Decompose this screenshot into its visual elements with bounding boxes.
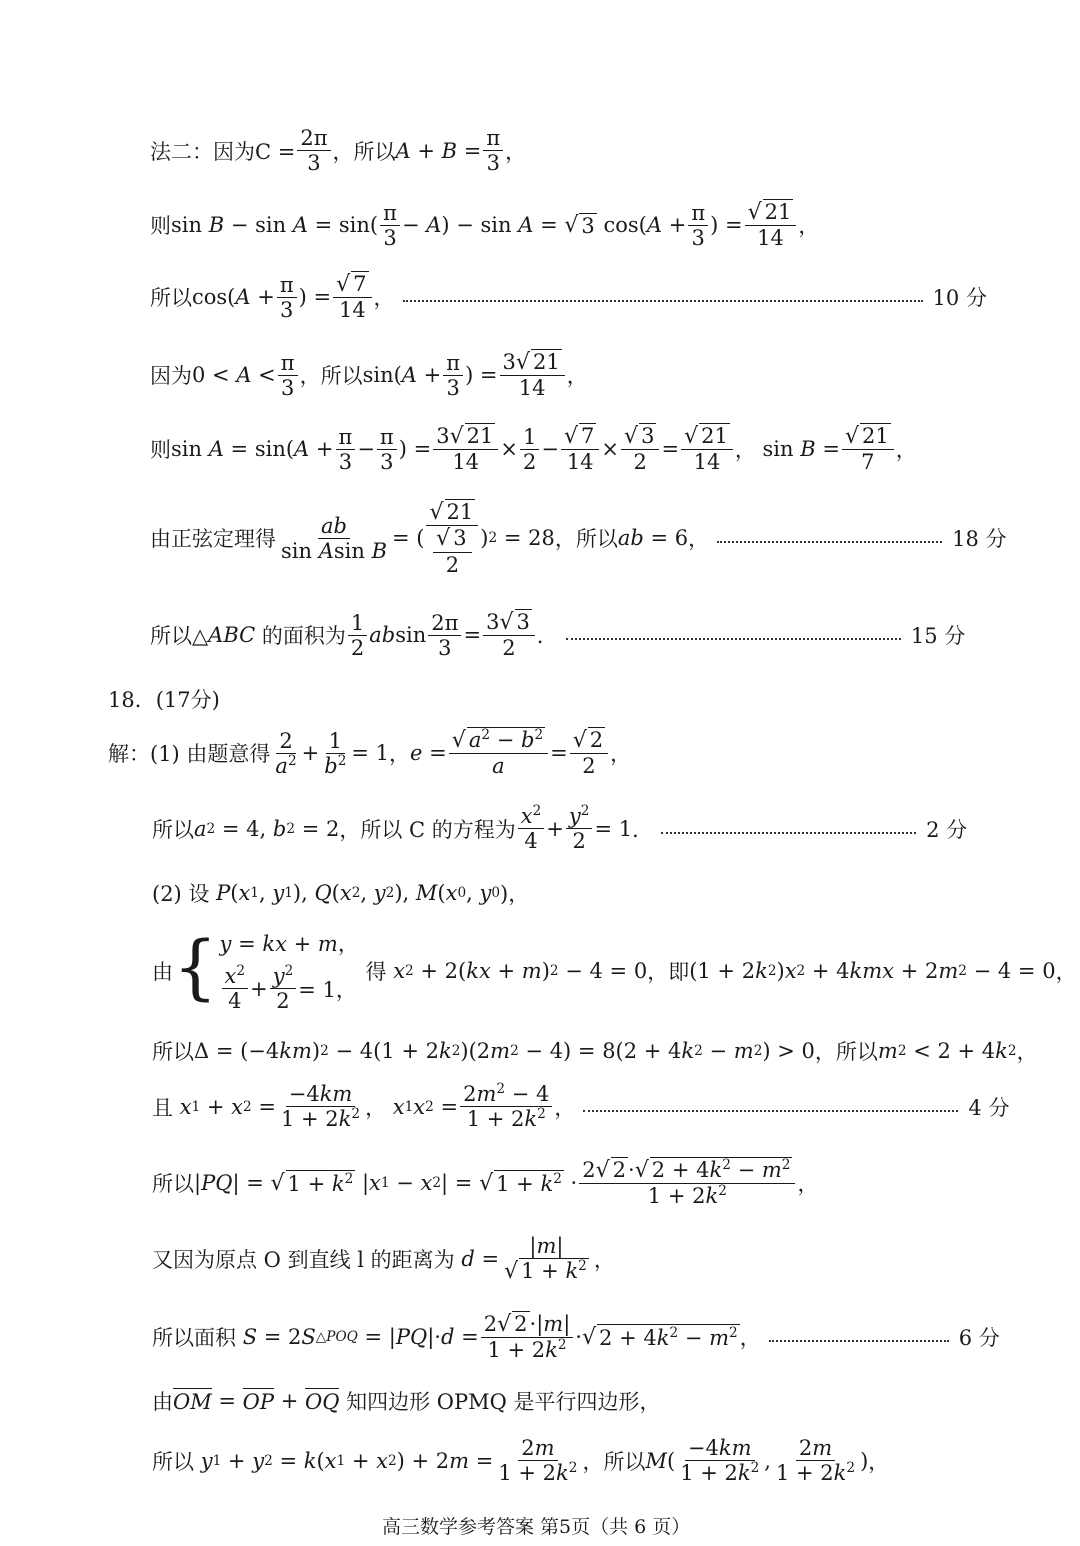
text: ， [688,527,710,552]
text: ， [373,286,395,311]
text: 且 [152,1095,173,1120]
solution-line-5: 则 sin A = sin( A + $\frac{\pi}{3}$ − $\frac{\pi}{3}$ ) = $\frac{3√ 21}{14}$ × $\frac{1}{2}$ − $\frac{√ 7}{14}$ × $\frac{√ 3}{2}$ = $\frac{√ 21}{14}$ ， sin B = $\frac{√ 21}{7}$ ， [150,424,917,475]
solution-line-15: 又因为原点 O 到直线 l 的距离为 d = $\frac{|m|}{√ 1 + k^2}$ ， [152,1234,615,1285]
solution-line-17: 由 OM = OP + OQ 知四边形 OPMQ 是平行四边形， [152,1386,661,1416]
text: ，所以 [582,1449,646,1474]
solution-line-3: 所以 cos( A + $\frac{\pi}{3}$ ) = $\frac{√ 7}{14}$ ， 10 分 [150,272,987,323]
dot-leader [403,300,923,302]
solution-line-9: 所以 a 2 = 4, b 2 = 2 ，所以 C 的方程为 $\frac{x^2}{4}$ + $\frac{y^2}{2}$ = 1 ． 2 分 [152,803,968,854]
text: 所以 [152,817,194,842]
solution-line-16: 所以面积 S = 2 S △POQ = | PQ |· d = $\frac{2√ 2\cdot|m|}{1 + 2k^2}$ · √ $2 + 4k^2 - m^2$ ， 6 分 [152,1312,1000,1363]
text: 又因为原点 O 到直线 l 的距离为 [152,1248,455,1273]
text: 则 [150,214,171,239]
text: ，即 [647,959,690,984]
text: ， [797,1172,819,1197]
text: 法二：因为C = [150,139,296,164]
solution-line-18: 所以 y 1 + y 2 = k ( x 1 + x 2 ) + 2 m = $\frac{2m}{1 + 2k^2}$ ，所以 M ( $\frac{-4km}{1 + 2k^2}$ , $\frac{2m}{1 + 2k^2}$ ) ， [152,1436,890,1486]
solution-line-11: 由 { y = kx + m， $\frac{x^2}{4}$ + $\frac{y^2}{2}$ = 1， 得 x 2 + 2( kx + m ) 2 − 4 = 0 ，即 (1 + 2 k 2 ) x 2 + 4 kmx + 2 m 2 − 4 = 0 ， [152,925,1077,1014]
left-brace: { [173,925,218,1008]
solution-line-6: 由正弦定理得 $\frac{ab}{\text{sin Asin B}}$ = ( $\frac{√ 21}{\frac{√ 3}{2}}$ ) 2 = 28 ，所以 ab = 6 ， 18 分 [150,500,1007,577]
text: ， [610,742,632,767]
text: ， [1016,1040,1038,1064]
text: 所以 [152,1449,194,1474]
solution-line-13: 且 x 1 + x 2 = $\frac{-4km}{1 + 2k^2}$ ， x 1 x 2 = $\frac{2m^2 - 4}{1 + 2k^2}$ ， 4 分 [152,1081,1010,1132]
text: 所以 [152,1172,194,1197]
dot-leader [769,1340,949,1342]
solution-line-1: 法二：因为C = $\frac{2\pi}{3}$ ，所以 A + B = $\frac{\pi}{3}$ ， [150,126,527,176]
text: ． [632,817,654,842]
text: 则 [150,438,171,463]
score-label: 18 分 [952,527,1007,552]
dot-leader [717,541,942,543]
solution-line-2: 则 sin B − sin A = sin( $\frac{\pi}{3}$ − A ) − sin A = √ 3 cos( A + $\frac{\pi}{3}$ ) = $\frac{√ 21}{14}$ ， [150,200,820,251]
solution-line-14: 所以 | PQ | = √ $1 + k^2$ | x 1 − x 2 | = √ $1 + k^2$ · $\frac{2√ 2\cdot√ 2 + 4k^2 - m^2}{1 + 2k^2}$ ， [152,1157,819,1209]
text: ， [895,438,917,463]
text: ， [868,1449,890,1474]
text: 知四边形 OPMQ 是平行四边形， [346,1390,661,1414]
page-footer [382,1512,690,1539]
dot-leader [661,832,916,834]
text: ，所以 [814,1040,878,1064]
text: 的面积为 [261,624,346,649]
dot-leader [583,1110,958,1112]
solution-line-10: (2) 设 P ( x 1 , y 1 ), Q ( x 2 , y 2 ), M ( x 0 , y 0 )， [152,878,529,908]
text: 由正弦定理得 [150,527,276,552]
text: ， [798,214,820,239]
text: 所以 [150,286,192,311]
text: ，所以 [554,527,618,552]
score-label: 15 分 [910,624,966,649]
text: 由 [152,959,173,984]
text: ，所以 C 的方程为 [339,817,516,842]
text: 由 [152,1390,173,1414]
footer-text: 高三数学参考答案 第5页（共 6 页） [382,1516,691,1538]
text: ， [566,364,588,389]
score-label: 4 分 [968,1095,1010,1120]
solution-line-7: 所以△ ABC 的面积为 $\frac{1}{2}$ ab sin $\frac{2\pi}{3}$ = $\frac{3√ 3}{2}$ ． 15 分 [150,610,966,661]
question-number: 18．(17分) [108,688,220,712]
text: ， [734,438,756,463]
solution-line-12: 所以 Δ = (−4 km ) 2 − 4(1 + 2 k 2 )(2 m 2 − 4) = 8(2 + 4 k 2 − m 2 ) > 0 ，所以 m 2 < 2 + 4 k 2 ， [152,1036,1038,1066]
text: ， [739,1326,761,1351]
fraction: $\frac{\pi}{3}$ [483,126,503,175]
text: 因为 [150,364,192,389]
text: ， [554,1095,576,1120]
text: ， [505,139,527,164]
text: ， [389,742,411,767]
text: ，所以 [299,364,363,389]
equation-system: y = kx + m， $\frac{x^2}{4}$ + $\frac{y^2}{2}$ = 1， [219,932,359,1014]
text: 所以面积 [152,1326,236,1351]
score-label: 6 分 [958,1326,1000,1351]
question-18-header [108,684,220,714]
score-label: 10 分 [932,286,987,311]
text: 得 [365,959,387,984]
dot-leader [566,638,901,640]
solution-line-8: 解：(1) 由题意得 $\frac{2}{a^2}$ + $\frac{1}{b^2}$ = 1 ， e = $\frac{√ a^2 - b^2}{a}$ = $\frac{√ 2}{2}$ ， [108,727,632,779]
text: ， [593,1248,615,1273]
solution-line-4: 因为 0 < A < $\frac{\pi}{3}$ ，所以 sin( A + $\frac{\pi}{3}$ ) = $\frac{3√ 21}{14}$ ， [150,350,588,401]
text: 所以 [152,1040,194,1064]
score-label: 2 分 [926,817,968,842]
text: 解：(1) 由题意得 [108,742,271,767]
fraction: $\frac{2\pi}{3}$ [297,126,330,175]
text: ， [1055,959,1077,984]
text: ， [365,1095,387,1120]
text: ，所以 [332,139,396,164]
text: ． [536,624,558,649]
text: (2) 设 [152,882,210,906]
text: 所以△ [150,624,209,649]
